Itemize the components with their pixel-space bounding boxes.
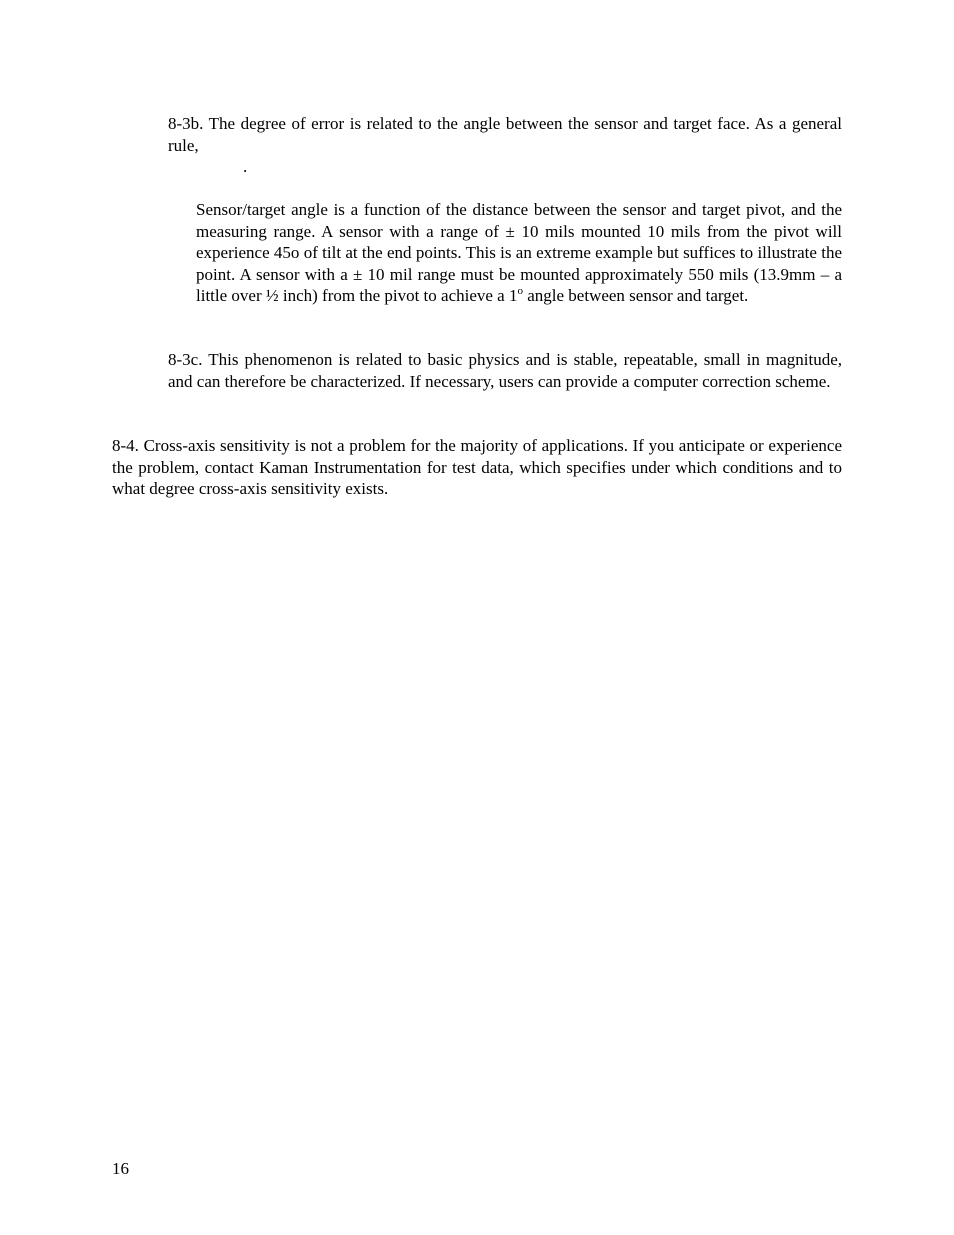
paragraph-8-3b-dot: . bbox=[243, 157, 248, 176]
paragraph-8-4: 8-4. Cross-axis sensitivity is not a problem for the majority of applications. If you anticipate or experience the problem, contact Kaman Instrumentation for test data, which specifies under which conditions and to what degree cross-axis sensitivity exists. bbox=[112, 436, 842, 498]
paragraph-8-3b bbox=[168, 113, 842, 178]
paragraph-8-3b-text: 8-3b. The degree of error is related to the angle between the sensor and target face. As a general rule, bbox=[168, 114, 842, 155]
paragraph-sensor-target-angle-text-end: angle between sensor and target. bbox=[522, 286, 749, 305]
page-number: 16 bbox=[112, 1159, 129, 1178]
paragraph-sensor-target-angle-text: Sensor/target angle is a function of the distance between the sensor and target pivot, and the measuring range. A sensor with a range of ± 10 mils mounted 10 mils from the pivot will experience 45o of tilt at the end points. This is an extreme example but suffices to illustrate the point. A sensor with a ± 10 mil range must be mounted approximately 550 mils (13.9mm – a little over ½ inch) from the pivot to achieve a 1 bbox=[196, 200, 842, 305]
degree-superscript: o bbox=[517, 285, 523, 297]
paragraph-sensor-target-angle bbox=[196, 199, 842, 307]
paragraph-8-3c: 8-3c. This phenomenon is related to basic physics and is stable, repeatable, small in magnitude, and can therefore be characterized. If necessary, users can provide a computer correction scheme. bbox=[168, 350, 842, 391]
